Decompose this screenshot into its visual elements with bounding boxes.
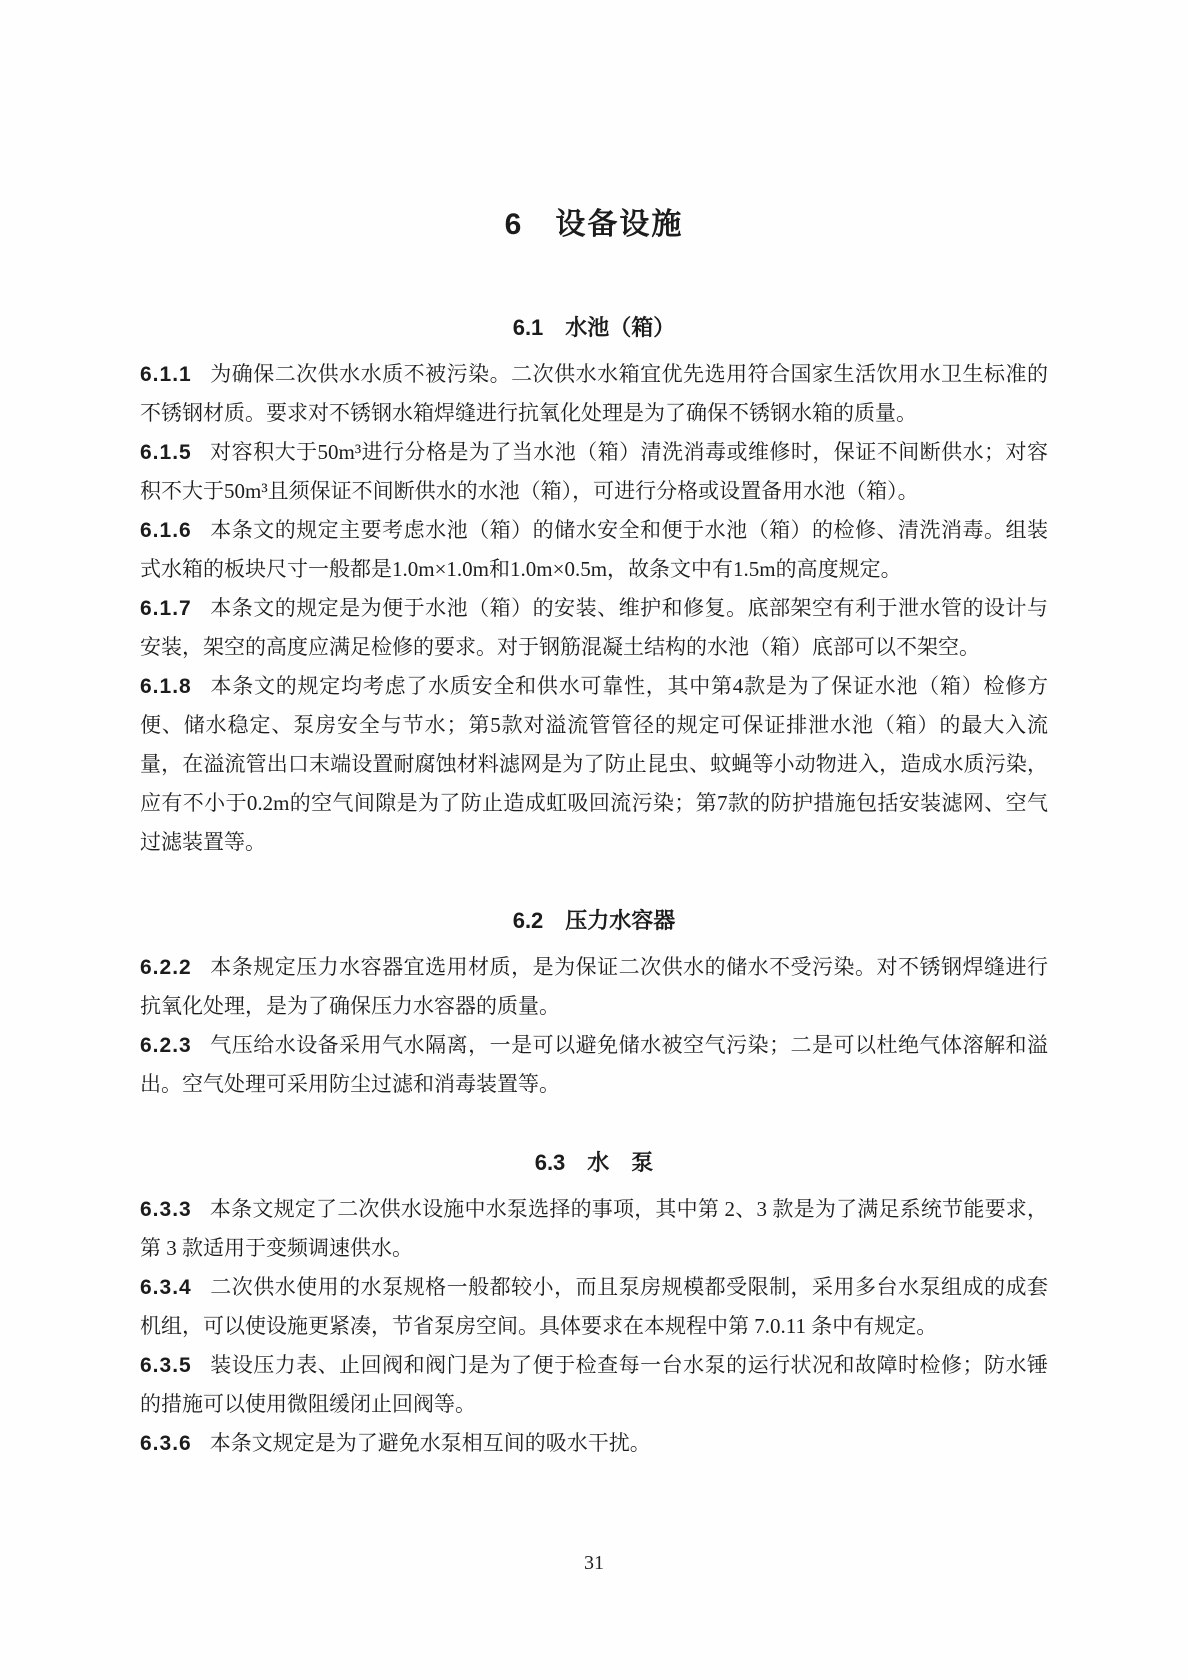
clause-6-2-2 (140, 948, 1048, 1026)
chapter-title: 6 设备设施 (504, 208, 684, 241)
clause-number: 6.3.5 (140, 1354, 192, 1377)
clause-text: 本条文的规定是为便于水池（箱）的安装、维护和修复。底部架空有利于泄水管的设计与安装，架空的高度应满足检修的要求。对于钢筋混凝土结构的水池（箱）底部可以不架空。 (140, 596, 1048, 659)
section-heading-6-2: 6.2 压力水容器 (512, 908, 676, 933)
section-water-pump (140, 1143, 1048, 1463)
clause-number: 6.1.5 (140, 441, 192, 464)
clause-text: 装设压力表、止回阀和阀门是为了便于检查每一台水泵的运行状况和故障时检修；防水锤的措施可以使用微阻缓闭止回阀等。 (140, 1353, 1048, 1416)
clause-text: 对容积大于50m³进行分格是为了当水池（箱）清洗消毒或维修时，保证不间断供水；对容积不大于50m³且须保证不间断供水的水池（箱），可进行分格或设置备用水池（箱）。 (140, 440, 1048, 503)
clause-6-1-7 (140, 589, 1048, 667)
clause-6-3-5 (140, 1346, 1048, 1424)
clause-text: 本条文规定了二次供水设施中水泵选择的事项，其中第 2、3 款是为了满足系统节能要求，第 3 款适用于变频调速供水。 (140, 1197, 1048, 1260)
page-number: 31 (584, 1552, 604, 1574)
clause-text: 本条规定压力水容器宜选用材质，是为保证二次供水的储水不受污染。对不锈钢焊缝进行抗氧化处理，是为了确保压力水容器的质量。 (140, 955, 1048, 1018)
clause-6-3-6 (140, 1424, 1048, 1463)
clause-6-1-8 (140, 667, 1048, 862)
clause-number: 6.2.3 (140, 1034, 192, 1057)
clause-6-1-6 (140, 511, 1048, 589)
clause-text: 本条文规定是为了避免水泵相互间的吸水干扰。 (209, 1431, 651, 1455)
clause-text: 为确保二次供水水质不被污染。二次供水水箱宜优先选用符合国家生活饮用水卫生标准的不锈钢材质。要求对不锈钢水箱焊缝进行抗氧化处理是为了确保不锈钢水箱的质量。 (140, 362, 1048, 425)
clause-number: 6.2.2 (140, 956, 192, 979)
clause-6-3-3 (140, 1190, 1048, 1268)
clause-number: 6.3.3 (140, 1198, 192, 1221)
clause-6-3-4 (140, 1268, 1048, 1346)
clause-6-1-1 (140, 355, 1048, 433)
clause-6-1-5 (140, 433, 1048, 511)
section-heading-6-1: 6.1 水池（箱） (512, 315, 676, 340)
clause-number: 6.1.8 (140, 675, 192, 698)
clause-number: 6.1.7 (140, 597, 192, 620)
clause-number: 6.3.6 (140, 1432, 192, 1455)
section-water-tank (140, 308, 1048, 862)
clause-text: 本条文的规定主要考虑水池（箱）的储水安全和便于水池（箱）的检修、清洗消毒。组装式水箱的板块尺寸一般都是1.0m×1.0m和1.0m×0.5m，故条文中有1.5m的高度规定。 (140, 518, 1048, 581)
clause-text: 二次供水使用的水泵规格一般都较小，而且泵房规模都受限制，采用多台水泵组成的成套机组，可以使设施更紧凑，节省泵房空间。具体要求在本规程中第 7.0.11 条中有规定。 (140, 1275, 1048, 1338)
section-heading-6-3: 6.3 水 泵 (534, 1150, 654, 1175)
clause-text: 气压给水设备采用气水隔离，一是可以避免储水被空气污染；二是可以杜绝气体溶解和溢出。空气处理可采用防尘过滤和消毒装置等。 (140, 1033, 1048, 1096)
clause-text: 本条文的规定均考虑了水质安全和供水可靠性，其中第4款是为了保证水池（箱）检修方便、储水稳定、泵房安全与节水；第5款对溢流管管径的规定可保证排泄水池（箱）的最大入流量，在溢流管出口末端设置耐腐蚀材料滤网是为了防止昆虫、蚊蝇等小动物进入，造成水质污染，应有不小于0.2m的空气间隙是为了防止造成虹吸回流污染；第7款的防护措施包括安装滤网、空气过滤装置等。 (140, 674, 1048, 854)
clause-number: 6.1.6 (140, 519, 192, 542)
section-pressure-vessel (140, 901, 1048, 1104)
clause-number: 6.3.4 (140, 1276, 192, 1299)
clause-6-2-3 (140, 1026, 1048, 1104)
clause-number: 6.1.1 (140, 363, 192, 386)
